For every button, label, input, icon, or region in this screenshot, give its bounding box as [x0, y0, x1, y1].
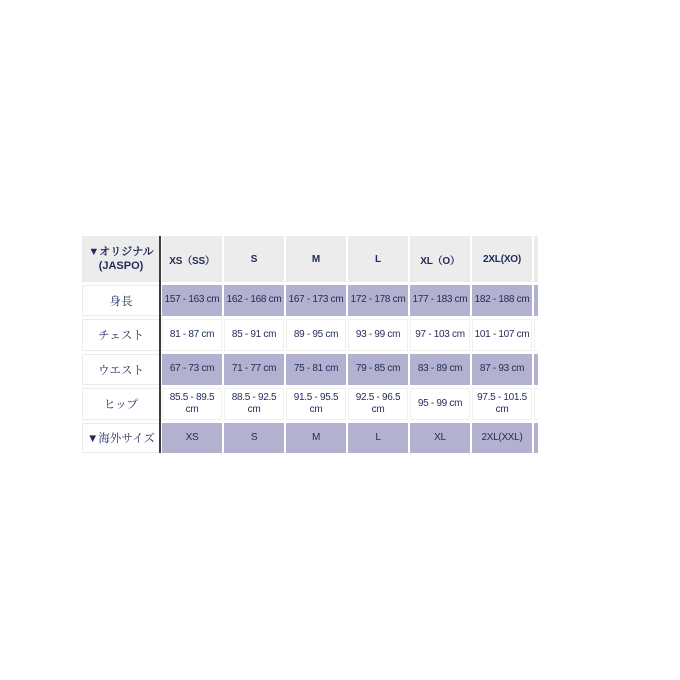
clipped-cell: [534, 319, 538, 351]
size-cell: 2XL(XXL): [472, 423, 532, 453]
clipped-cell: [534, 388, 538, 420]
size-cell: 101 - 107 cm: [472, 319, 532, 351]
size-cell: XL: [410, 423, 470, 453]
size-cell: 182 - 188 cm: [472, 285, 532, 316]
column-header-2xl: 2XL(XO): [472, 236, 532, 282]
row-label: ウエスト: [82, 354, 160, 385]
size-cell: 91.5 - 95.5 cm: [286, 388, 346, 420]
size-cell: 79 - 85 cm: [348, 354, 408, 385]
size-cell: 167 - 173 cm: [286, 285, 346, 316]
size-cell: S: [224, 423, 284, 453]
row-label: 身長: [82, 285, 160, 316]
size-cell: 97.5 - 101.5 cm: [472, 388, 532, 420]
size-cell: 75 - 81 cm: [286, 354, 346, 385]
size-cell: 71 - 77 cm: [224, 354, 284, 385]
table-row-height: [82, 285, 538, 316]
size-cell: 67 - 73 cm: [162, 354, 222, 385]
size-chart-container: [80, 233, 538, 456]
table-row-waist: [82, 354, 538, 385]
row-label: ヒップ: [82, 388, 160, 420]
size-cell: 83 - 89 cm: [410, 354, 470, 385]
size-cell: L: [348, 423, 408, 453]
size-cell: 157 - 163 cm: [162, 285, 222, 316]
row-label: ▼海外サイズ: [82, 423, 160, 453]
size-cell: 88.5 - 92.5 cm: [224, 388, 284, 420]
header-row: [82, 236, 538, 282]
column-header-m: M: [286, 236, 346, 282]
table-row-hip: [82, 388, 538, 420]
table-row-overseas-size: [82, 423, 538, 453]
size-cell: 93 - 99 cm: [348, 319, 408, 351]
column-header-xl: XL（O）: [410, 236, 470, 282]
size-cell: 95 - 99 cm: [410, 388, 470, 420]
corner-line1: ▼オリジナル: [88, 245, 154, 258]
row-label: チェスト: [82, 319, 160, 351]
column-header-l: L: [348, 236, 408, 282]
size-cell: XS: [162, 423, 222, 453]
table-row-chest: [82, 319, 538, 351]
clipped-cell: [534, 354, 538, 385]
size-cell: 85 - 91 cm: [224, 319, 284, 351]
size-chart-table: [80, 233, 538, 456]
size-cell: 97 - 103 cm: [410, 319, 470, 351]
clipped-cell: [534, 423, 538, 453]
size-cell: 81 - 87 cm: [162, 319, 222, 351]
size-cell: 85.5 - 89.5 cm: [162, 388, 222, 420]
size-cell: 162 - 168 cm: [224, 285, 284, 316]
corner-line2: (JASPO): [98, 260, 144, 272]
clipped-column-header-cell: [534, 236, 538, 282]
size-cell: 172 - 178 cm: [348, 285, 408, 316]
size-cell: M: [286, 423, 346, 453]
column-header-s: S: [224, 236, 284, 282]
label-column-divider: [159, 236, 161, 453]
corner-header-cell: [82, 236, 160, 282]
column-header-xs: XS（SS）: [162, 236, 222, 282]
size-cell: 87 - 93 cm: [472, 354, 532, 385]
size-cell: 177 - 183 cm: [410, 285, 470, 316]
clipped-cell: [534, 285, 538, 316]
size-cell: 89 - 95 cm: [286, 319, 346, 351]
size-cell: 92.5 - 96.5 cm: [348, 388, 408, 420]
